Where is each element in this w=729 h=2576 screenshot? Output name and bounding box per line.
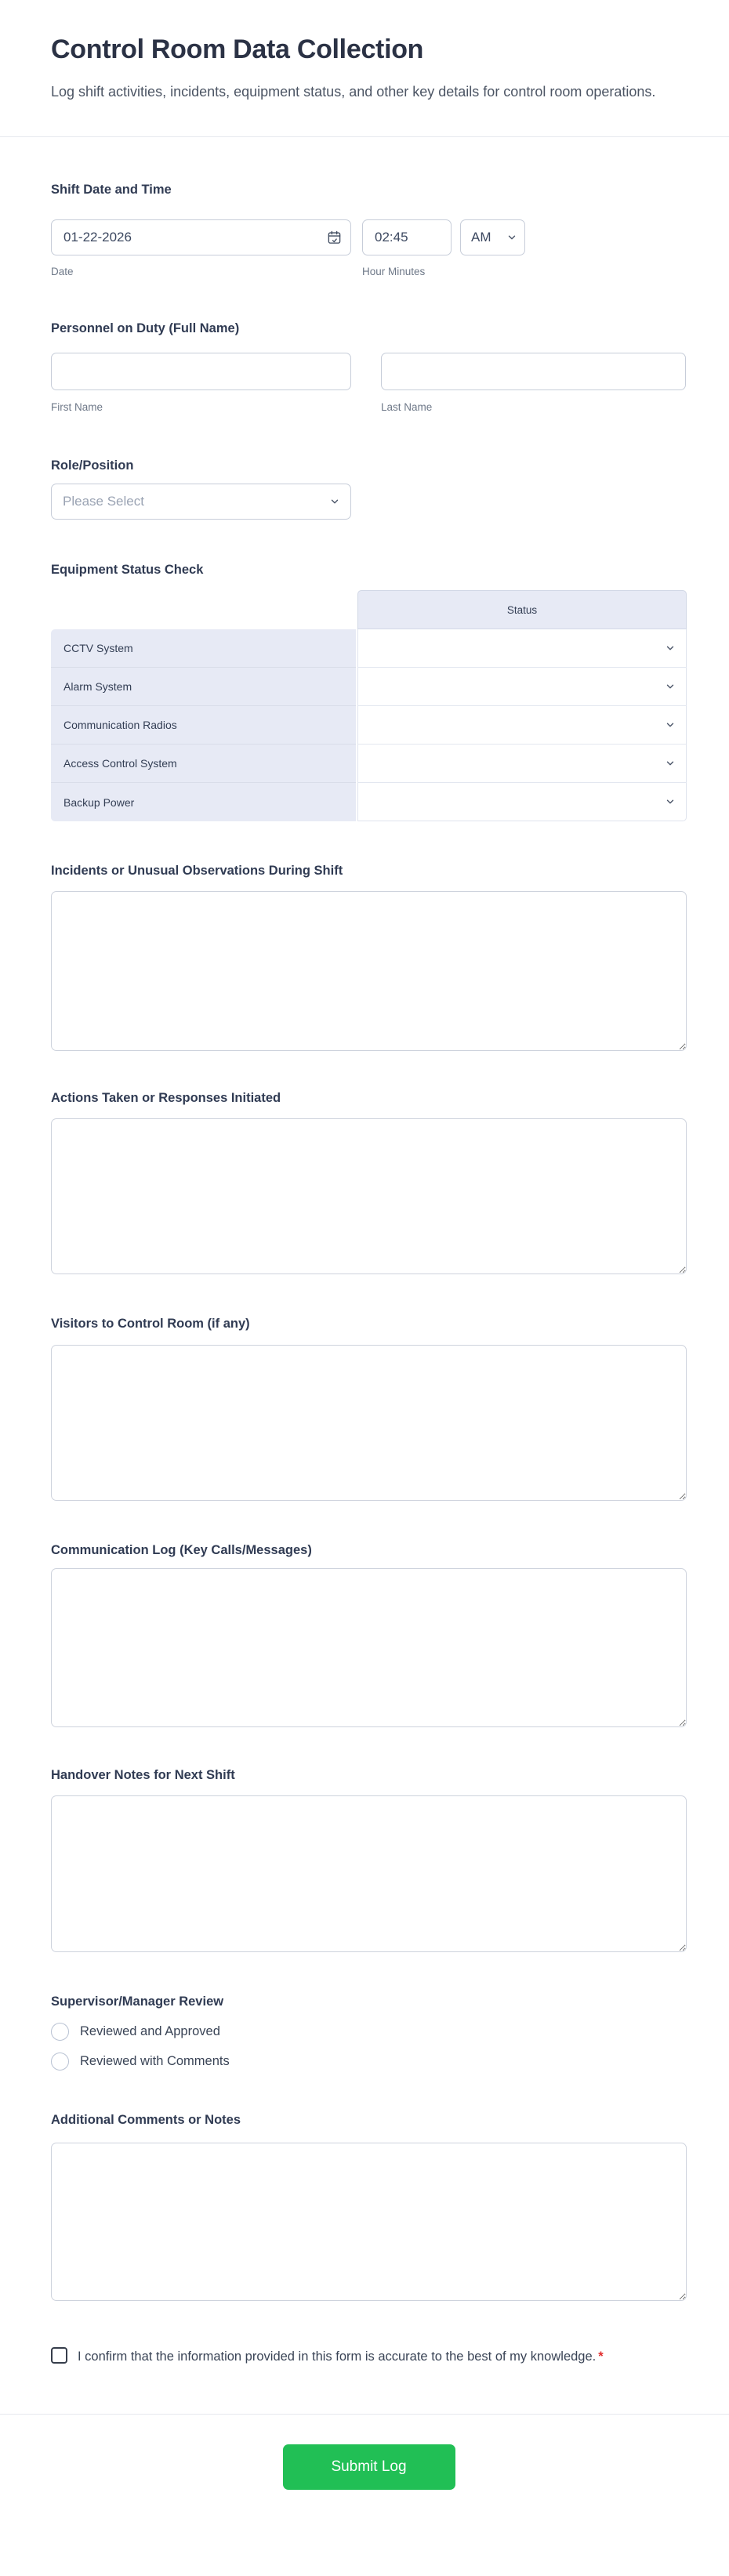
communication-label: Communication Log (Key Calls/Messages): [51, 1543, 312, 1557]
personnel-label: Personnel on Duty (Full Name): [51, 321, 240, 335]
shift-datetime-label: Shift Date and Time: [51, 183, 172, 197]
comments-textarea[interactable]: [51, 2143, 687, 2301]
chevron-down-icon: [329, 496, 340, 507]
role-select[interactable]: [51, 484, 351, 520]
review-option-comments[interactable]: [51, 2052, 687, 2071]
comments-label: Additional Comments or Notes: [51, 2113, 241, 2127]
footer-divider: [0, 2414, 729, 2415]
communication-textarea[interactable]: [51, 1568, 687, 1727]
calendar-check-icon[interactable]: [327, 230, 342, 245]
equipment-row-label: CCTV System: [51, 629, 356, 668]
shift-time-input[interactable]: [362, 219, 452, 255]
chevron-down-icon: [665, 643, 676, 654]
personnel-sublabels: [51, 400, 687, 414]
equipment-status-select[interactable]: [357, 668, 687, 706]
page-subtitle: Log shift activities, incidents, equipment status, and other key details for control room operations.: [51, 84, 656, 100]
equipment-status-select[interactable]: [357, 629, 687, 668]
visitors-textarea[interactable]: [51, 1345, 687, 1501]
equipment-row-label: Backup Power: [51, 783, 356, 821]
equipment-status-column-header: Status: [357, 590, 687, 629]
equipment-header-spacer: [51, 590, 356, 629]
handover-textarea[interactable]: [51, 1795, 687, 1952]
date-sublabel: Date: [51, 266, 74, 277]
radio-button[interactable]: [51, 2052, 69, 2071]
equipment-table: [51, 590, 687, 821]
time-sublabel: Hour Minutes: [362, 266, 426, 277]
first-name-sublabel: First Name: [51, 401, 103, 413]
radio-label: Reviewed and Approved: [80, 2024, 220, 2038]
review-option-approved[interactable]: [51, 2023, 687, 2041]
equipment-row-label: Access Control System: [51, 745, 356, 783]
handover-label: Handover Notes for Next Shift: [51, 1768, 235, 1782]
chevron-down-icon: [665, 681, 676, 692]
incidents-label: Incidents or Unusual Observations During Shift: [51, 864, 343, 878]
actions-textarea[interactable]: [51, 1118, 687, 1274]
required-asterisk: *: [598, 2350, 604, 2364]
actions-label: Actions Taken or Responses Initiated: [51, 1091, 281, 1105]
first-name-input[interactable]: [51, 353, 351, 390]
radio-button[interactable]: [51, 2023, 69, 2041]
review-label: Supervisor/Manager Review: [51, 1994, 224, 2009]
equipment-label: Equipment Status Check: [51, 563, 204, 577]
page-title: Control Room Data Collection: [51, 34, 424, 64]
date-input-wrap: [51, 219, 351, 255]
submit-button[interactable]: Submit Log: [283, 2444, 455, 2490]
equipment-status-select[interactable]: [357, 745, 687, 783]
last-name-input[interactable]: [381, 353, 686, 390]
equipment-row-label: Alarm System: [51, 668, 356, 706]
chevron-down-icon: [665, 719, 676, 730]
visitors-label: Visitors to Control Room (if any): [51, 1317, 250, 1331]
equipment-status-select[interactable]: [357, 706, 687, 745]
shift-datetime-row: [51, 219, 687, 255]
radio-label: Reviewed with Comments: [80, 2054, 230, 2068]
shift-sublabels: [51, 265, 687, 278]
chevron-down-icon: [506, 232, 517, 243]
chevron-down-icon: [665, 796, 676, 807]
incidents-textarea[interactable]: [51, 891, 687, 1051]
personnel-row: [51, 353, 687, 390]
confirmation-text: I confirm that the information provided in this form is accurate to the best of my knowledge.: [78, 2350, 597, 2364]
last-name-sublabel: Last Name: [381, 401, 433, 413]
confirmation-row: [51, 2346, 687, 2368]
equipment-row-label: Communication Radios: [51, 706, 356, 745]
chevron-down-icon: [665, 758, 676, 769]
equipment-status-select[interactable]: [357, 783, 687, 821]
role-label: Role/Position: [51, 458, 134, 473]
role-placeholder: Please Select: [63, 494, 144, 509]
header-divider: [0, 136, 729, 137]
meridiem-value: AM: [471, 230, 491, 245]
shift-date-input[interactable]: [51, 219, 351, 255]
meridiem-select[interactable]: [460, 219, 525, 255]
confirmation-checkbox[interactable]: [51, 2347, 67, 2364]
